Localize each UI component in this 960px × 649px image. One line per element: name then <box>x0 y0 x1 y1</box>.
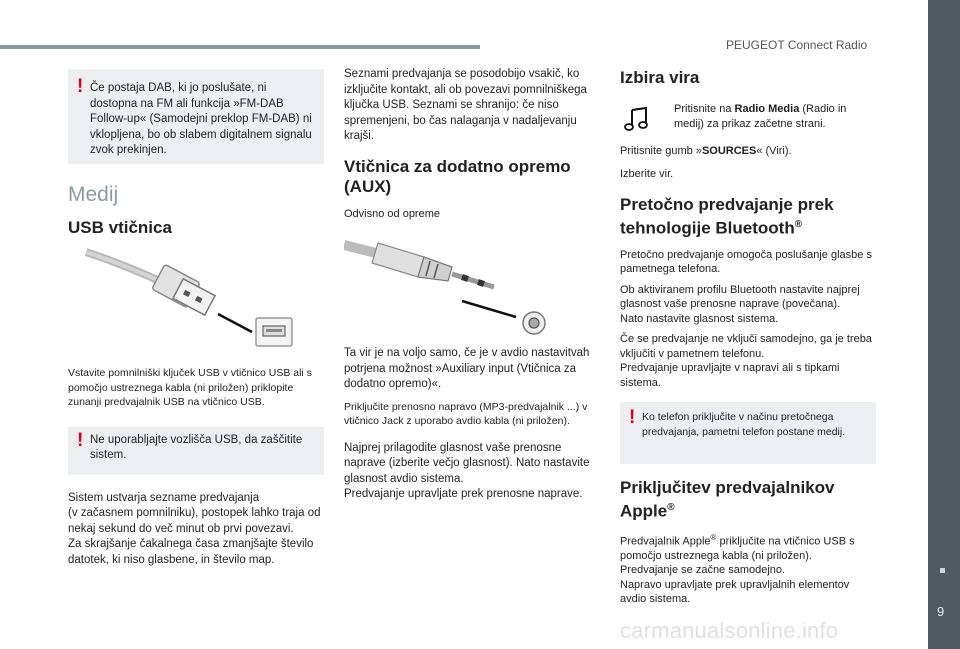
warning-icon: ! <box>77 76 84 97</box>
column-3 <box>620 60 876 607</box>
continue-marker <box>940 568 945 573</box>
sources-pre: Pritisnite gumb » <box>620 145 702 157</box>
apple-text <box>620 531 876 607</box>
apple-heading <box>620 478 876 522</box>
aux-text-1: Ta vir je na voljo samo, če je v avdio nastavitvah potrjena možnost »Auxiliary input (Vtičnica za dodatno opremo)«. <box>344 347 590 390</box>
source-heading: Izbira vira <box>620 68 700 87</box>
aux-text-2: Priključite prenosno napravo (MP3-predvajalnik ...) v vtičnico Jack z uporabo avdio kabla (ni priložen). <box>344 400 588 427</box>
usb-illustration <box>68 244 324 354</box>
lists-text: Seznami predvajanja se posodobijo vsakič, ko izključite kontakt, ali ob povezavi pomnilniškega ključka USB. Seznami se shranijo: če niso spremenjeni, bo čas nalaganja v nadaljevanju krajši. <box>344 68 587 142</box>
note-dab <box>68 69 324 164</box>
bt-text-1: Pretočno predvajanje omogoča poslušanje glasbe s pametnega telefona. <box>620 248 872 276</box>
source-text-bold: Radio Media <box>734 103 800 115</box>
aux-heading: Vtičnica za dodatno opremo (AUX) <box>344 156 571 196</box>
header-rule <box>0 45 480 49</box>
system-text: Sistem ustvarja sezname predvajanja (v začasnem pomnilniku), postopek lahko traja od nekaj sekund do več minut ob prvi povezavi. Za skrajšanje čakalnega časa zmanjšajte število datotek, ki niso glasbene, in število map. <box>68 491 321 566</box>
header-title: PEUGEOT Connect Radio <box>726 38 868 52</box>
usb-heading: USB vtičnica <box>68 218 172 237</box>
source-text-pre: Pritisnite na <box>674 103 735 115</box>
bt-text-3: Če se predvajanje ne vključi samodejno, ga je treba vključiti v pametnem telefonu. Predvajanje upravljajte v napravi ali s tipkami sistema. <box>620 333 872 389</box>
note-dab-text: Če postaja DAB, ki jo poslušate, ni dostopna na FM ali funkcija »FM-DAB Follow-up« (Samodejni preklop FM-DAB) ni vklopljena, bo ob slabem digitalnem signalu zvok prekinjen. <box>90 82 312 156</box>
source-text-post: (Radio in medij) za prikaz začetne strani. <box>674 103 847 130</box>
page-number: 9 <box>937 604 945 619</box>
apple-text-post: priključite na vtičnico USB s pomočjo ustreznega kabla (ni priložen). Predvajanje se začne samodejno. Napravo upravljate prek upravljalnih elementov avdio sistema. <box>620 535 855 606</box>
usb-text: Vstavite pomnilniški ključek USB v vtičnico USB ali s pomočjo ustreznega kabla (ni priložen) priklopite zunanji predvajalnik USB na vtičnico USB. <box>68 367 312 408</box>
note-bt <box>620 402 876 464</box>
note-usb <box>68 427 324 475</box>
column-1 <box>68 60 324 568</box>
apple-text-reg: ® <box>710 532 717 542</box>
bt-heading-text: Pretočno predvajanje prek tehnologije Bluetooth <box>620 195 834 238</box>
aux-illustration <box>344 231 600 339</box>
select-source: Izberite vir. <box>620 167 674 180</box>
warning-icon: ! <box>629 407 636 429</box>
warning-icon: ! <box>77 429 84 451</box>
watermark: carmanualsonline.info <box>620 618 839 643</box>
bt-text-2: Ob aktiviranem profilu Bluetooth nastavite najprej glasnost vaše prenosne naprave (povečana). Nato nastavite glasnost sistema. <box>620 283 860 325</box>
apple-text-pre: Predvajalnik Apple <box>620 535 711 548</box>
sources-post: « (Viri). <box>756 145 792 157</box>
source-text <box>674 102 876 131</box>
bt-reg: ® <box>794 219 803 230</box>
bt-heading <box>620 195 876 239</box>
source-block <box>620 102 876 136</box>
aux-subtitle: Odvisno od opreme <box>344 207 440 220</box>
aux-text-3: Najprej prilagodite glasnost vaše prenosne naprave (izberite večjo glasnost). Nato nastavite glasnost avdio sistema. Predvajanje upravljate prek prenosne naprave. <box>344 441 590 500</box>
section-title: Medij <box>68 183 119 206</box>
page-sidebar <box>928 0 960 649</box>
jack-plug-icon <box>344 231 564 337</box>
usb-plug-icon <box>68 244 298 352</box>
note-bt-text: Ko telefon priključite v načinu pretočnega predvajanja, pametni telefon postane medij. <box>642 411 846 439</box>
apple-heading-text: Priključitev predvajalnikov Apple <box>620 478 835 521</box>
music-note-icon <box>624 106 650 132</box>
sources-bold: SOURCES <box>701 145 757 157</box>
apple-reg: ® <box>667 502 675 514</box>
column-2 <box>344 60 600 503</box>
note-usb-text: Ne uporabljajte vozlišča USB, da zaščitite sistem. <box>90 433 303 461</box>
sources-text <box>620 144 876 159</box>
